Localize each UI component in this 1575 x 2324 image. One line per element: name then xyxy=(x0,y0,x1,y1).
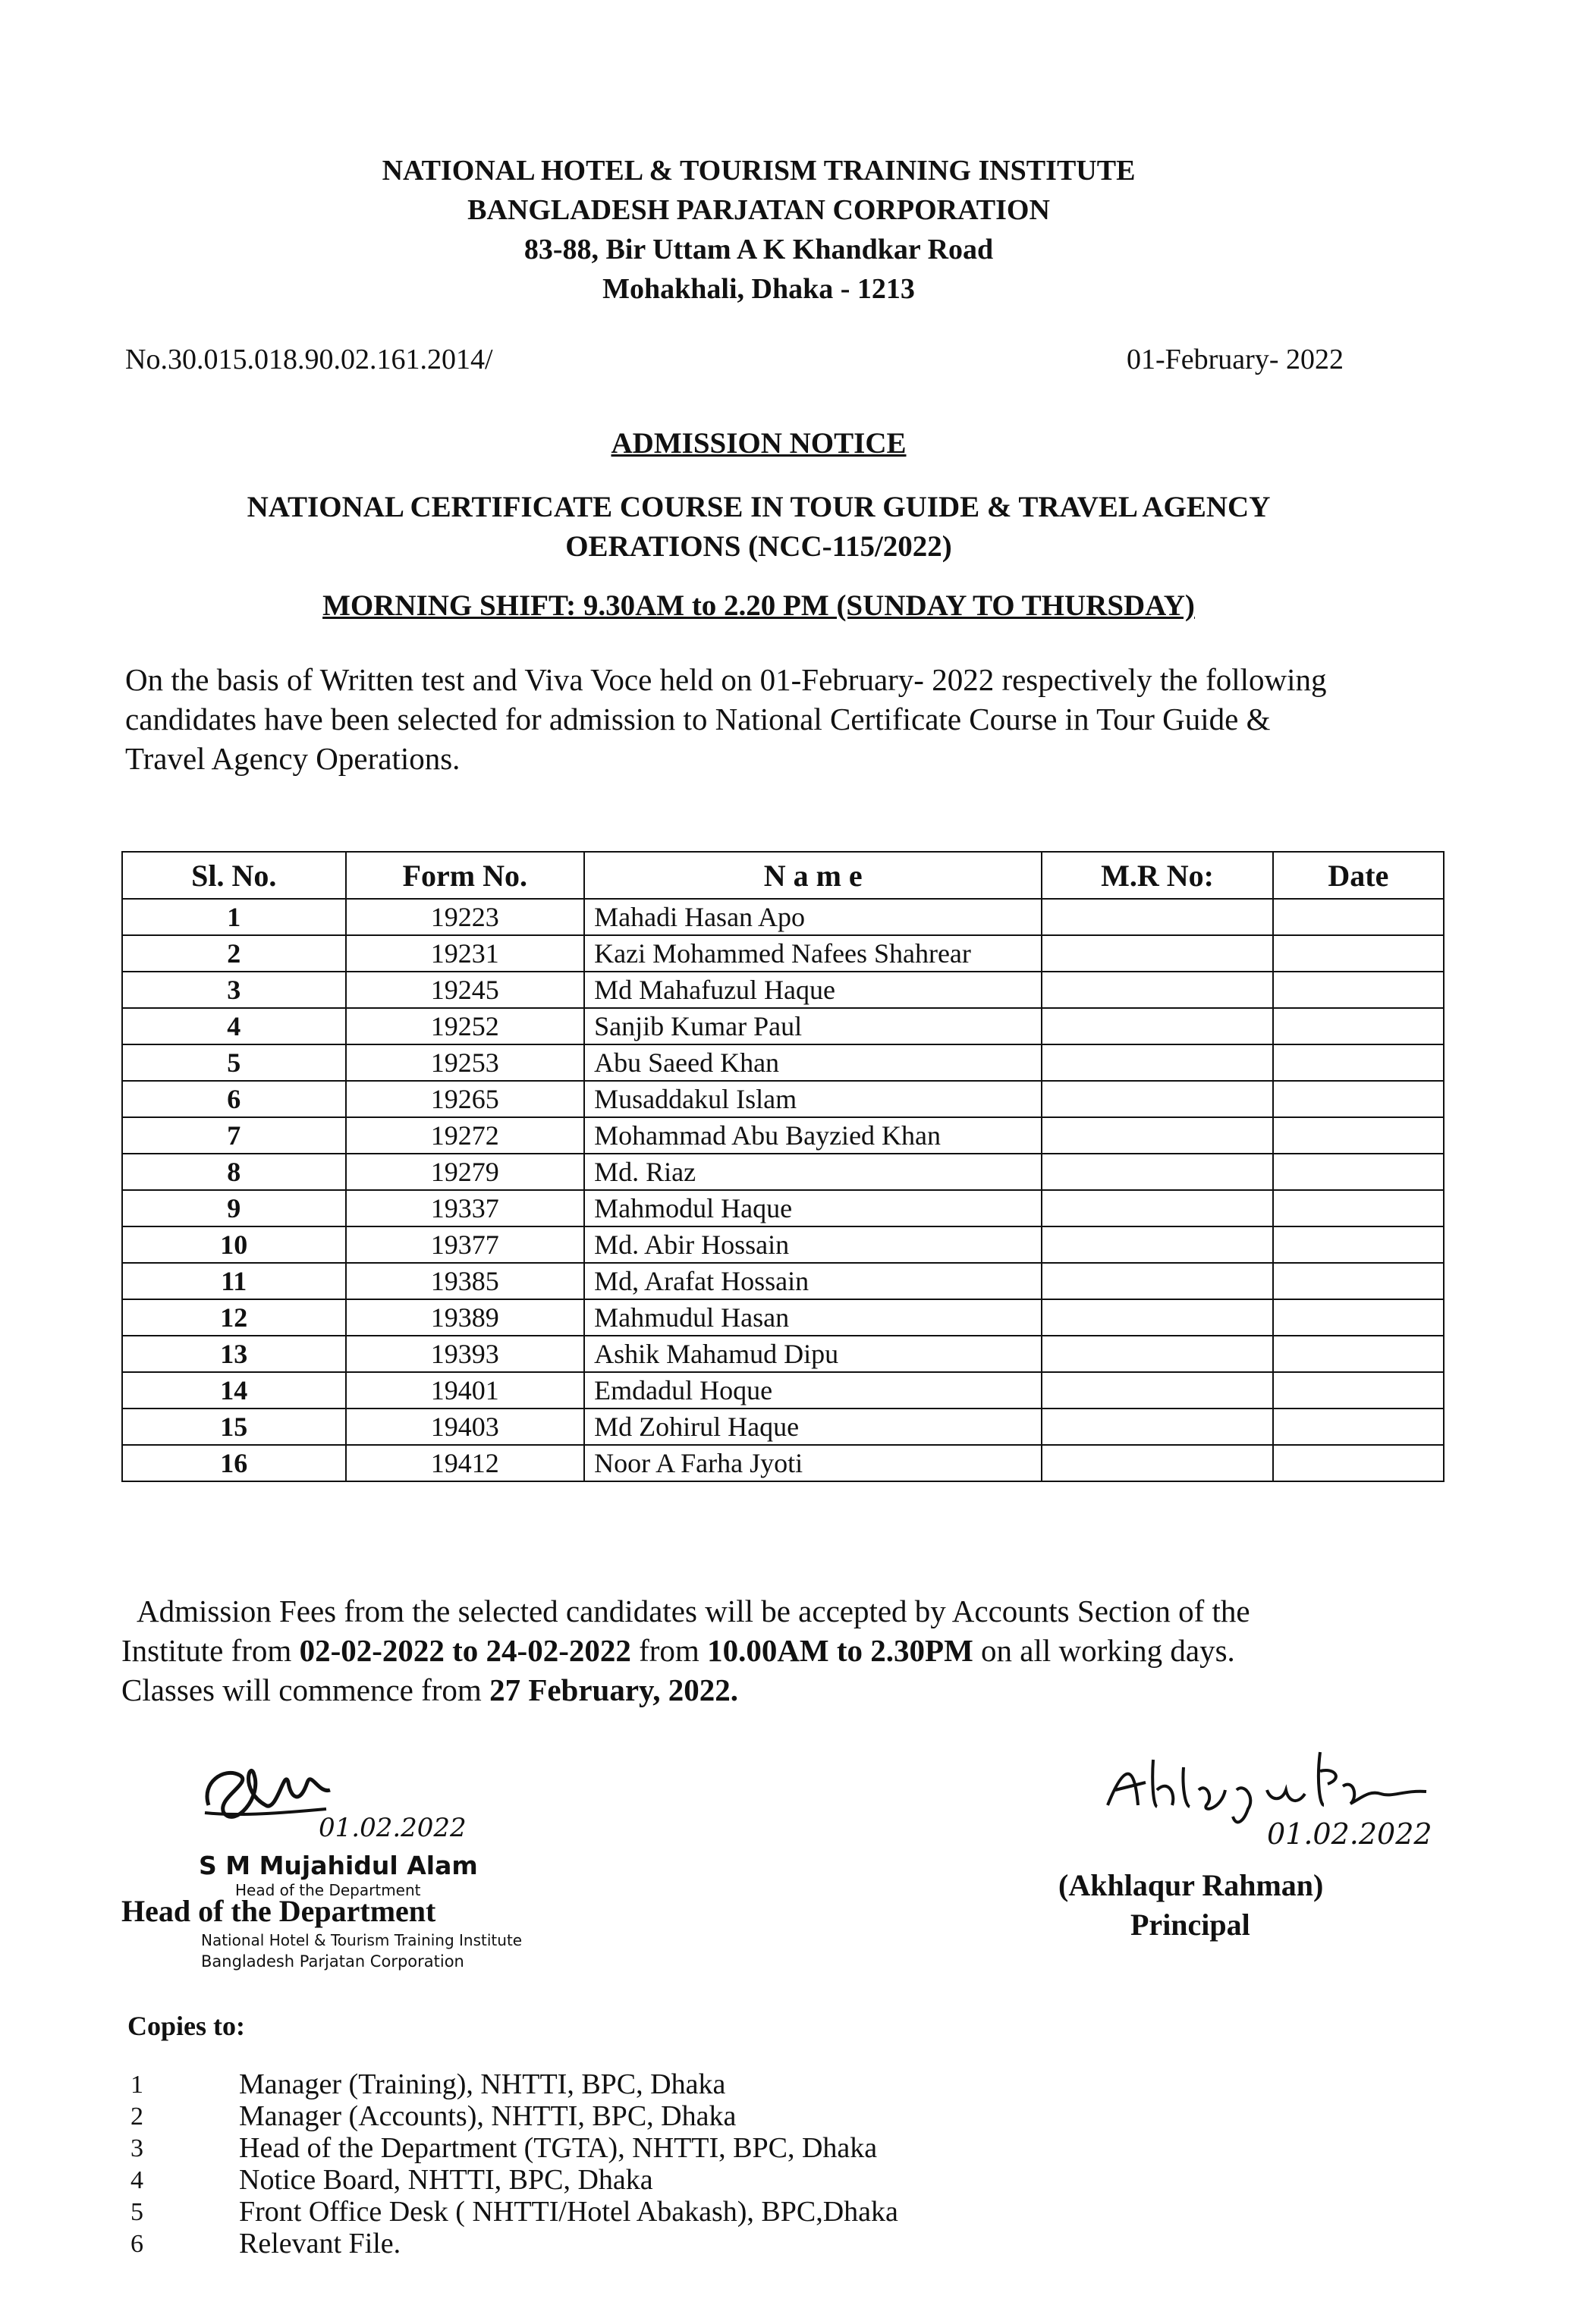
cell-sl-no: 9 xyxy=(122,1190,346,1226)
cell-mr-no xyxy=(1042,935,1273,972)
cell-name: Md. Riaz xyxy=(584,1154,1042,1190)
header-mr-no: M.R No: xyxy=(1042,852,1273,899)
table-row xyxy=(122,1081,1444,1117)
cell-name: Musaddakul Islam xyxy=(584,1081,1042,1117)
table-row xyxy=(122,1008,1444,1044)
table-header-row xyxy=(122,852,1444,899)
cell-date xyxy=(1273,1299,1444,1336)
cell-form-no: 19272 xyxy=(346,1117,585,1154)
copy-item-number: 6 xyxy=(130,2230,143,2258)
cell-name: Mahmudul Hasan xyxy=(584,1299,1042,1336)
table-row xyxy=(122,1336,1444,1372)
cell-date xyxy=(1273,972,1444,1008)
cell-sl-no: 15 xyxy=(122,1409,346,1445)
cell-name: Md, Arafat Hossain xyxy=(584,1263,1042,1299)
cell-form-no: 19265 xyxy=(346,1081,585,1117)
table-row xyxy=(122,1044,1444,1081)
copy-item-text: Relevant File. xyxy=(239,2228,401,2260)
cell-form-no: 19412 xyxy=(346,1445,585,1481)
stamp-title: Head of the Department xyxy=(235,1881,421,1899)
city-line: Mohakhali, Dhaka - 1213 xyxy=(602,273,915,305)
copy-item-text: Head of the Department (TGTA), NHTTI, BPC, Dhaka xyxy=(239,2132,878,2164)
cell-date xyxy=(1273,1008,1444,1044)
cell-date xyxy=(1273,1409,1444,1445)
course-title-line2: OERATIONS (NCC-115/2022) xyxy=(565,530,952,563)
cell-sl-no: 4 xyxy=(122,1008,346,1044)
table-row xyxy=(122,1409,1444,1445)
cell-mr-no xyxy=(1042,1117,1273,1154)
cell-sl-no: 6 xyxy=(122,1081,346,1117)
cell-name: Md. Abir Hossain xyxy=(584,1226,1042,1263)
right-signature-date: 01.02.2022 xyxy=(1267,1817,1432,1851)
cell-date xyxy=(1273,1263,1444,1299)
left-signature-date: 01.02.2022 xyxy=(319,1813,467,1843)
table-row xyxy=(122,1190,1444,1226)
copy-item-number: 2 xyxy=(130,2103,143,2131)
cell-mr-no xyxy=(1042,1008,1273,1044)
fees-line-1: Admission Fees from the selected candidates will be accepted by Accounts Section of the xyxy=(137,1594,1250,1628)
memo-reference: No.30.015.018.90.02.161.2014/ xyxy=(125,344,493,375)
cell-sl-no: 5 xyxy=(122,1044,346,1081)
cell-date xyxy=(1273,1190,1444,1226)
fees-text-e: on all working days. xyxy=(973,1633,1235,1668)
cell-name: Ashik Mahamud Dipu xyxy=(584,1336,1042,1372)
table-row xyxy=(122,899,1444,935)
cell-name: Md Zohirul Haque xyxy=(584,1409,1042,1445)
left-designation: Head of the Department xyxy=(121,1894,436,1928)
table-row xyxy=(122,1299,1444,1336)
cell-mr-no xyxy=(1042,1154,1273,1190)
principal-name: (Akhlaqur Rahman) xyxy=(1058,1868,1324,1902)
table-row xyxy=(122,1372,1444,1409)
cell-form-no: 19231 xyxy=(346,935,585,972)
copies-label: Copies to: xyxy=(127,2011,245,2041)
fees-line-2 xyxy=(121,1631,1235,1670)
corporation-name: BANGLADESH PARJATAN CORPORATION xyxy=(467,194,1050,226)
header-name: N a m e xyxy=(584,852,1042,899)
cell-sl-no: 12 xyxy=(122,1299,346,1336)
cell-date xyxy=(1273,1117,1444,1154)
cell-sl-no: 7 xyxy=(122,1117,346,1154)
table-row xyxy=(122,1445,1444,1481)
stamp-corporation: Bangladesh Parjatan Corporation xyxy=(201,1952,464,1971)
cell-form-no: 19253 xyxy=(346,1044,585,1081)
intro-line-1: On the basis of Written test and Viva Voce held on 01-February- 2022 respectively the following xyxy=(125,662,1327,697)
institute-name: NATIONAL HOTEL & TOURISM TRAINING INSTITUTE xyxy=(382,155,1136,187)
copy-item-text: Notice Board, NHTTI, BPC, Dhaka xyxy=(239,2164,653,2196)
cell-form-no: 19401 xyxy=(346,1372,585,1409)
cell-form-no: 19389 xyxy=(346,1299,585,1336)
copy-item-number: 5 xyxy=(130,2198,143,2226)
table-row xyxy=(122,935,1444,972)
cell-name: Abu Saeed Khan xyxy=(584,1044,1042,1081)
cell-form-no: 19252 xyxy=(346,1008,585,1044)
cell-mr-no xyxy=(1042,972,1273,1008)
memo-date: 01-February- 2022 xyxy=(1127,344,1344,375)
cell-mr-no xyxy=(1042,1263,1273,1299)
cell-sl-no: 10 xyxy=(122,1226,346,1263)
fees-text-a: Institute from xyxy=(121,1633,300,1668)
cell-date xyxy=(1273,1445,1444,1481)
cell-sl-no: 14 xyxy=(122,1372,346,1409)
cell-date xyxy=(1273,1044,1444,1081)
cell-form-no: 19337 xyxy=(346,1190,585,1226)
cell-sl-no: 1 xyxy=(122,899,346,935)
principal-designation: Principal xyxy=(1130,1908,1250,1942)
fees-line-3 xyxy=(121,1670,738,1710)
cell-name: Noor A Farha Jyoti xyxy=(584,1445,1042,1481)
table-row xyxy=(122,1226,1444,1263)
cell-form-no: 19403 xyxy=(346,1409,585,1445)
cell-name: Mohammad Abu Bayzied Khan xyxy=(584,1117,1042,1154)
cell-mr-no xyxy=(1042,1409,1273,1445)
fees-text-c: from xyxy=(630,1633,708,1668)
cell-mr-no xyxy=(1042,1336,1273,1372)
intro-line-3: Travel Agency Operations. xyxy=(125,741,461,776)
cell-sl-no: 16 xyxy=(122,1445,346,1481)
header-date: Date xyxy=(1273,852,1444,899)
cell-name: Emdadul Hoque xyxy=(584,1372,1042,1409)
header-form-no: Form No. xyxy=(346,852,585,899)
cell-mr-no xyxy=(1042,1081,1273,1117)
cell-date xyxy=(1273,1372,1444,1409)
fees-date-range: 02-02-2022 to 24-02-2022 xyxy=(299,1633,631,1668)
cell-form-no: 19223 xyxy=(346,899,585,935)
cell-mr-no xyxy=(1042,1372,1273,1409)
stamp-institute: National Hotel & Tourism Training Institute xyxy=(201,1931,523,1949)
cell-name: Sanjib Kumar Paul xyxy=(584,1008,1042,1044)
intro-line-2: candidates have been selected for admission to National Certificate Course in Tour Guide & xyxy=(125,702,1271,736)
cell-form-no: 19385 xyxy=(346,1263,585,1299)
cell-date xyxy=(1273,935,1444,972)
cell-date xyxy=(1273,899,1444,935)
cell-sl-no: 11 xyxy=(122,1263,346,1299)
left-signature-scribble xyxy=(193,1752,338,1836)
cell-mr-no xyxy=(1042,899,1273,935)
copy-item-text: Manager (Accounts), NHTTI, BPC, Dhaka xyxy=(239,2100,737,2132)
cell-name: Mahmodul Haque xyxy=(584,1190,1042,1226)
cell-date xyxy=(1273,1336,1444,1372)
cell-form-no: 19377 xyxy=(346,1226,585,1263)
commence-text: Classes will commence from xyxy=(121,1672,490,1707)
cell-sl-no: 3 xyxy=(122,972,346,1008)
cell-sl-no: 8 xyxy=(122,1154,346,1190)
stamp-name: S M Mujahidul Alam xyxy=(199,1851,478,1880)
fees-time-range: 10.00AM to 2.30PM xyxy=(707,1633,973,1668)
cell-date xyxy=(1273,1226,1444,1263)
candidates-table xyxy=(121,851,1445,1482)
cell-mr-no xyxy=(1042,1445,1273,1481)
notice-title: ADMISSION NOTICE xyxy=(611,427,907,460)
commence-date: 27 February, 2022. xyxy=(489,1672,739,1707)
cell-sl-no: 2 xyxy=(122,935,346,972)
header-sl-no: Sl. No. xyxy=(122,852,346,899)
cell-form-no: 19245 xyxy=(346,972,585,1008)
table-row xyxy=(122,972,1444,1008)
cell-date xyxy=(1273,1081,1444,1117)
cell-mr-no xyxy=(1042,1044,1273,1081)
cell-name: Md Mahafuzul Haque xyxy=(584,972,1042,1008)
copy-item-text: Front Office Desk ( NHTTI/Hotel Abakash), BPC,Dhaka xyxy=(239,2196,898,2228)
cell-mr-no xyxy=(1042,1190,1273,1226)
shift-info: MORNING SHIFT: 9.30AM to 2.20 PM (SUNDAY TO THURSDAY) xyxy=(322,589,1195,622)
cell-mr-no xyxy=(1042,1299,1273,1336)
copy-item-number: 3 xyxy=(130,2134,143,2162)
copy-item-number: 1 xyxy=(130,2071,143,2099)
table-row xyxy=(122,1154,1444,1190)
copy-item-number: 4 xyxy=(130,2166,143,2194)
table-row xyxy=(122,1117,1444,1154)
copy-item-text: Manager (Training), NHTTI, BPC, Dhaka xyxy=(239,2068,726,2100)
cell-sl-no: 13 xyxy=(122,1336,346,1372)
cell-form-no: 19393 xyxy=(346,1336,585,1372)
cell-date xyxy=(1273,1154,1444,1190)
cell-form-no: 19279 xyxy=(346,1154,585,1190)
table-row xyxy=(122,1263,1444,1299)
address-line: 83-88, Bir Uttam A K Khandkar Road xyxy=(523,234,994,265)
cell-mr-no xyxy=(1042,1226,1273,1263)
course-title-line1: NATIONAL CERTIFICATE COURSE IN TOUR GUIDE & TRAVEL AGENCY xyxy=(247,491,1271,523)
cell-name: Kazi Mohammed Nafees Shahrear xyxy=(584,935,1042,972)
cell-name: Mahadi Hasan Apo xyxy=(584,899,1042,935)
